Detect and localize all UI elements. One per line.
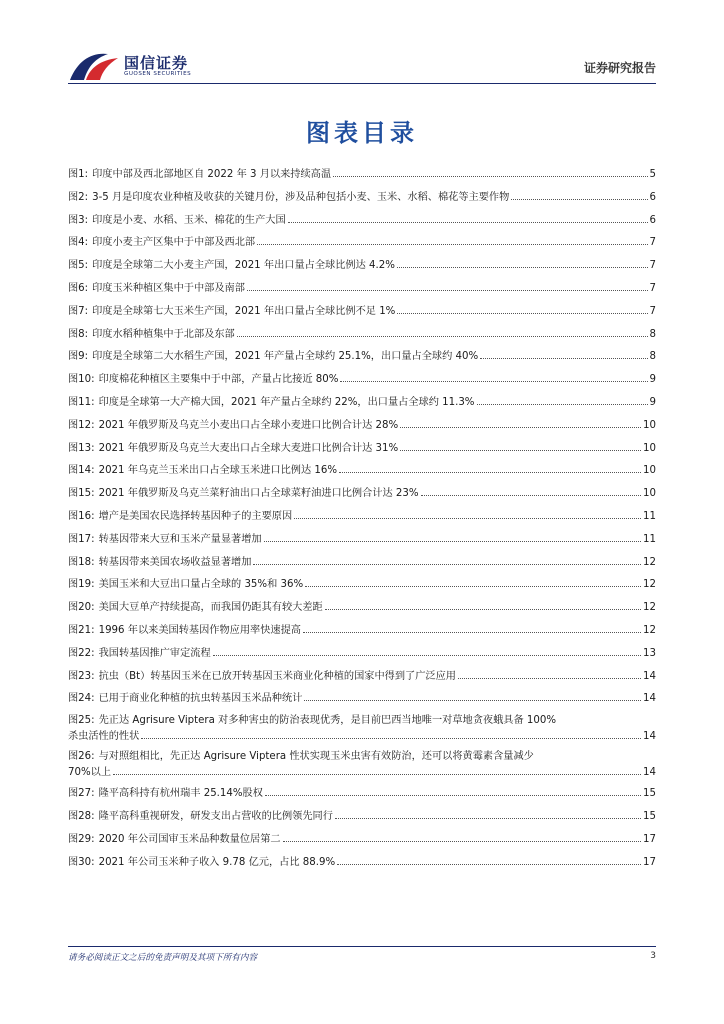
toc-entry[interactable] [68, 597, 656, 620]
toc-figure-title: 1996 年以来美国转基因作物应用率快速提高 [98, 624, 301, 636]
footer-disclaimer: 请务必阅读正文之后的免责声明及其项下所有内容 [68, 953, 258, 963]
toc-leader-dots [247, 290, 648, 291]
guosen-logo [68, 50, 208, 82]
toc-figure-label: 图16: [68, 510, 95, 522]
toc-figure-label: 图19: [68, 579, 95, 591]
toc-figure-title: 增产是美国农民选择转基因种子的主要原因 [98, 510, 293, 522]
toc-entry[interactable] [68, 301, 656, 324]
toc-page-number: 11 [643, 510, 656, 522]
toc-figure-label: 图2: [68, 191, 89, 203]
toc-entry[interactable] [68, 255, 656, 278]
toc-leader-dots [325, 609, 641, 610]
toc-figure-title: 2021 年俄罗斯及乌克兰菜籽油出口占全球菜籽油进口比例合计达 23% [98, 488, 419, 500]
toc-figure-label: 图29: [68, 833, 95, 845]
toc-entry[interactable] [68, 438, 656, 461]
toc-figure-title: 印度是小麦、水稻、玉米、棉花的生产大国 [92, 214, 286, 226]
toc-entry[interactable] [68, 829, 656, 852]
toc-figure-title: 3-5 月是印度农业种植及收获的关键月份，涉及品种包括小麦、玉米、水稻、棉花等主要作物 [92, 191, 510, 203]
toc-figure-title: 印度是全球第一大产棉大国，2021 年产量占全球约 22%，出口量占全球约 11.3% [98, 396, 475, 408]
toc-figure-title: 转基因带来大豆和玉米产量显著增加 [98, 533, 262, 545]
toc-figure-title-continued: 杀虫活性的性状 [68, 731, 140, 743]
toc-entry[interactable] [68, 574, 656, 597]
toc-page-number: 17 [643, 833, 656, 845]
toc-leader-dots [253, 564, 641, 565]
toc-page-number: 6 [649, 191, 656, 203]
toc-figure-label: 图21: [68, 624, 95, 636]
toc-page-number: 14 [643, 693, 656, 705]
toc-figure-title: 我国转基因推广审定流程 [98, 647, 211, 659]
toc-figure-title-continued: 70%以上 [68, 767, 112, 779]
toc-page-number: 7 [649, 260, 656, 272]
toc-figure-title: 抗虫（Bt）转基因玉米在已放开转基因玉米商业化种植的国家中得到了广泛应用 [98, 670, 456, 682]
toc-figure-label: 图20: [68, 602, 95, 614]
toc-figure-label: 图3: [68, 214, 89, 226]
toc-figure-title: 美国大豆单产持续提高，而我国仍距其有较大差距 [98, 602, 323, 614]
toc-figure-label: 图22: [68, 647, 95, 659]
toc-leader-dots [257, 244, 647, 245]
toc-entry[interactable] [68, 232, 656, 255]
toc-figure-title: 印度中部及西北部地区自 2022 年 3 月以来持续高温 [92, 169, 332, 180]
header-divider [68, 83, 656, 84]
toc-figure-title: 印度是全球第七大玉米生产国，2021 年出口量占全球比例不足 1% [92, 305, 396, 317]
toc-figure-title: 2021 年公司玉米种子收入 9.78 亿元，占比 88.9% [98, 856, 336, 868]
toc-leader-dots [335, 818, 641, 819]
toc-figure-title: 已用于商业化种植的抗虫转基因玉米品种统计 [98, 693, 303, 705]
toc-leader-dots [421, 495, 642, 496]
toc-figure-label: 图7: [68, 305, 89, 317]
toc-page-number: 7 [649, 305, 656, 317]
toc-entry[interactable] [68, 506, 656, 529]
toc-page-number: 10 [643, 442, 656, 454]
toc-leader-dots [397, 267, 648, 268]
toc-leader-dots [400, 427, 641, 428]
toc-entry[interactable] [68, 210, 656, 233]
toc-page-number: 17 [643, 856, 656, 868]
toc-page-number: 12 [643, 624, 656, 636]
toc-figure-title: 印度是全球第二大水稻生产国，2021 年产量占全球约 25.1%，出口量占全球约 40% [92, 351, 479, 363]
toc-entry[interactable] [68, 806, 656, 829]
toc-figure-title: 印度玉米种植区集中于中部及南部 [92, 282, 245, 294]
toc-leader-dots [477, 404, 648, 405]
toc-entry[interactable] [68, 666, 656, 689]
toc-page-number: 7 [649, 282, 656, 294]
toc-page-number: 14 [643, 670, 656, 682]
toc-figure-label: 图15: [68, 488, 95, 500]
toc-entry[interactable] [68, 369, 656, 392]
toc-entry[interactable] [68, 164, 656, 187]
toc-figure-title: 与对照组相比，先正达 Agrisure Viptera 性状实现玉米虫害有效防治，还可以将黄霉素含量减少 [98, 751, 534, 763]
toc-figure-label: 图26: [68, 751, 95, 763]
toc-figure-label: 图30: [68, 856, 95, 868]
toc-entry[interactable] [68, 643, 656, 666]
toc-figure-label: 图12: [68, 419, 95, 431]
toc-leader-dots [400, 450, 641, 451]
toc-leader-dots [305, 586, 641, 587]
toc-figure-label: 图18: [68, 556, 95, 568]
logo-chinese-name: 国信证券 [124, 54, 189, 72]
toc-figure-label: 图28: [68, 810, 95, 822]
toc-figure-title: 印度小麦主产区集中于中部及西北部 [92, 237, 256, 249]
toc-leader-dots [304, 700, 641, 701]
toc-page-number: 12 [643, 602, 656, 614]
toc-entry[interactable] [68, 460, 656, 483]
toc-leader-dots [480, 358, 647, 359]
toc-page-number: 10 [643, 419, 656, 431]
toc-page-number: 11 [643, 533, 656, 545]
toc-page-number: 8 [649, 351, 656, 363]
toc-figure-title: 隆平高科持有杭州瑞丰 25.14%股权 [98, 788, 263, 800]
toc-page-number: 5 [649, 169, 656, 180]
toc-leader-dots [294, 518, 641, 519]
page-number: 3 [650, 951, 656, 961]
toc-leader-dots [288, 222, 648, 223]
toc-page-number: 6 [649, 214, 656, 226]
toc-entry[interactable] [68, 852, 656, 875]
toc-entry[interactable] [68, 620, 656, 643]
toc-page-number: 8 [649, 328, 656, 340]
toc-leader-dots [458, 678, 641, 679]
toc-entry[interactable] [68, 749, 656, 783]
toc-leader-dots [397, 313, 647, 314]
toc-figure-label: 图5: [68, 260, 89, 272]
toc-figure-title: 印度水稻种植集中于北部及东部 [92, 328, 235, 340]
toc-page-number: 14 [643, 731, 656, 743]
toc-entry[interactable] [68, 278, 656, 301]
toc-entry[interactable] [68, 346, 656, 369]
toc-page-number: 10 [643, 488, 656, 500]
toc-entry[interactable] [68, 483, 656, 506]
toc-page-number: 10 [643, 465, 656, 477]
toc-leader-dots [340, 381, 647, 382]
toc-page-number: 12 [643, 579, 656, 591]
toc-figure-label: 图27: [68, 788, 95, 800]
toc-figure-label: 图24: [68, 693, 95, 705]
toc-page-number: 13 [643, 647, 656, 659]
toc-figure-title: 先正达 Agrisure Viptera 对多种害虫的防治表现优秀，是目前巴西当地唯一对草地贪夜蛾具备 100% [98, 715, 557, 727]
toc-leader-dots [283, 841, 641, 842]
toc-figure-label: 图10: [68, 374, 95, 386]
logo-english-name: GUOSEN SECURITIES [124, 71, 192, 77]
toc-entry[interactable] [68, 688, 656, 711]
toc-entry[interactable] [68, 324, 656, 347]
toc-leader-dots [213, 655, 641, 656]
toc-page-number: 12 [643, 556, 656, 568]
page-header [68, 46, 656, 86]
toc-page-number: 15 [643, 788, 656, 800]
toc-figure-title: 印度棉花种植区主要集中于中部，产量占比接近 80% [98, 374, 339, 386]
toc-figure-title: 2021 年俄罗斯及乌克兰大麦出口占全球大麦进口比例合计达 31% [98, 442, 399, 454]
toc-page-number: 15 [643, 810, 656, 822]
footer-divider [68, 946, 656, 947]
report-type-label: 证券研究报告 [583, 61, 656, 75]
toc-page-number: 14 [643, 767, 656, 779]
toc-entry[interactable] [68, 713, 656, 747]
toc-figure-label: 图9: [68, 351, 89, 363]
toc-leader-dots [264, 541, 641, 542]
toc-figure-label: 图17: [68, 533, 95, 545]
toc-figure-label: 图6: [68, 282, 89, 294]
toc-leader-dots [265, 795, 641, 796]
toc-entry[interactable] [68, 392, 656, 415]
toc-leader-dots [511, 199, 647, 200]
toc-leader-dots [303, 632, 641, 633]
toc-entry[interactable] [68, 552, 656, 575]
toc-leader-dots [113, 774, 641, 775]
toc-figure-title: 2021 年俄罗斯及乌克兰小麦出口占全球小麦进口比例合计达 28% [98, 419, 399, 431]
toc-leader-dots [333, 176, 647, 177]
toc-leader-dots [337, 864, 641, 865]
toc-figure-label: 图4: [68, 237, 89, 249]
toc-entry[interactable] [68, 187, 656, 210]
toc-figure-title: 美国玉米和大豆出口量占全球的 35%和 36% [98, 579, 304, 591]
toc-entry[interactable] [68, 529, 656, 552]
toc-figure-title: 印度是全球第二大小麦主产国，2021 年出口量占全球比例达 4.2% [92, 260, 395, 272]
toc-figure-label: 图13: [68, 442, 95, 454]
toc-figure-title: 转基因带来美国农场收益显著增加 [98, 556, 252, 568]
page-title: 图表目录 [306, 119, 418, 147]
guosen-logo-mark [68, 50, 120, 82]
toc-figure-title: 隆平高科重视研发，研发支出占营收的比例领先同行 [98, 810, 333, 822]
toc-figure-label: 图25: [68, 715, 95, 727]
toc-page-number: 9 [649, 396, 656, 408]
toc-page-number: 7 [649, 237, 656, 249]
toc-page-number: 9 [649, 374, 656, 386]
toc-leader-dots [339, 472, 641, 473]
toc-leader-dots [237, 336, 648, 337]
toc-entry[interactable] [68, 415, 656, 438]
toc-figure-title: 2021 年乌克兰玉米出口占全球玉米进口比例达 16% [98, 465, 338, 477]
toc-figure-label: 图1: [68, 169, 89, 180]
toc-entry[interactable] [68, 783, 656, 806]
toc-figure-title: 2020 年公司国审玉米品种数量位居第二 [98, 833, 281, 845]
toc-figure-label: 图11: [68, 396, 95, 408]
toc-leader-dots [141, 738, 641, 739]
toc-figure-label: 图23: [68, 670, 95, 682]
figure-index-list [68, 164, 656, 874]
toc-figure-label: 图8: [68, 328, 89, 340]
toc-figure-label: 图14: [68, 465, 95, 477]
